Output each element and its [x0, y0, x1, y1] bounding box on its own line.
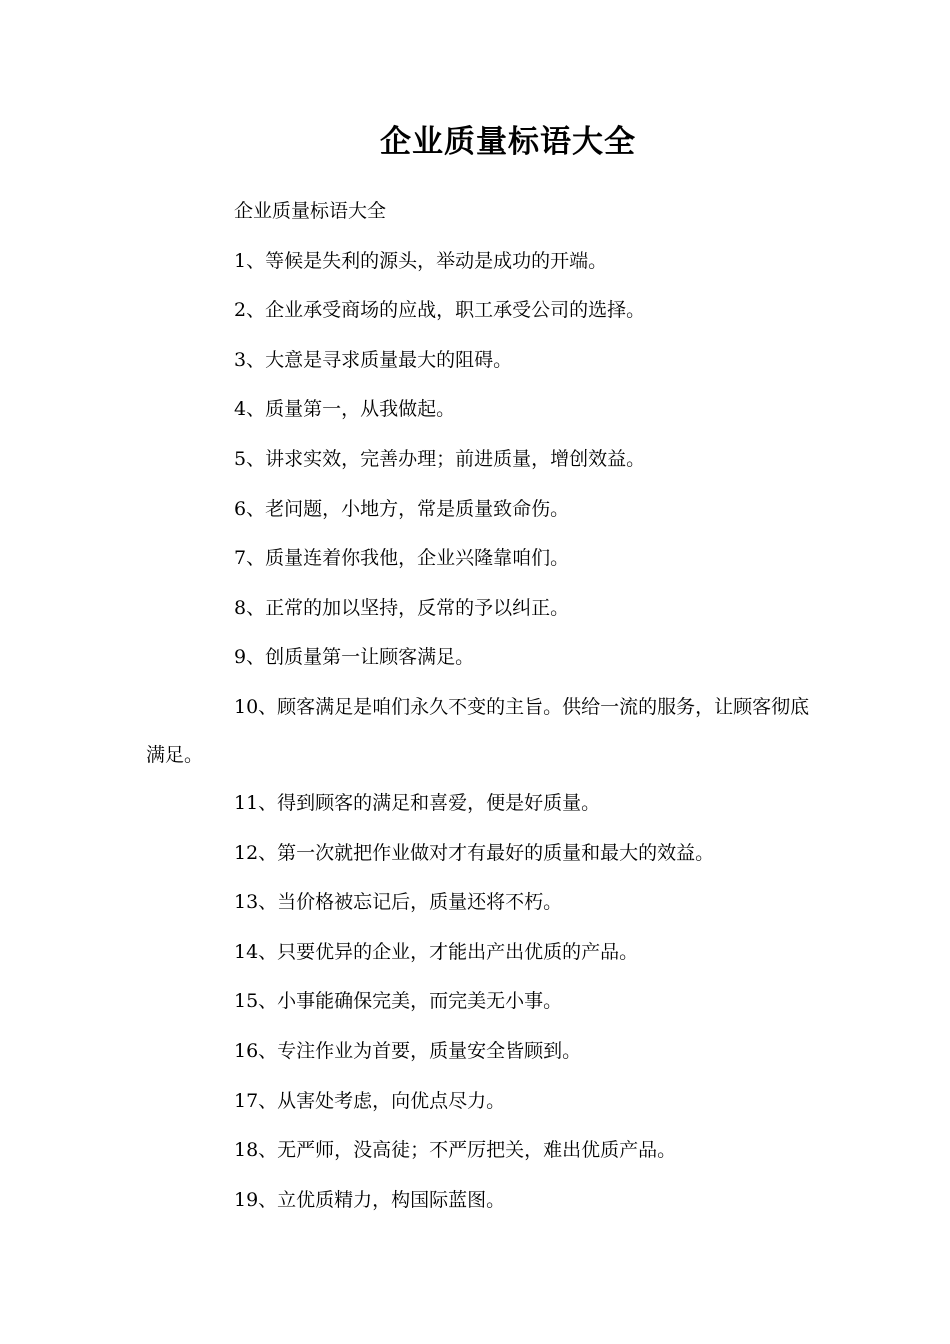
- slogan-item-17: 17、从害处考虑，向优点尽力。: [234, 1089, 506, 1112]
- slogan-item-4: 4、质量第一，从我做起。: [234, 398, 456, 421]
- body-subtitle: 企业质量标语大全: [234, 200, 387, 222]
- slogan-item-10: 10、顾客满足是咱们永久不变的主旨。供给一流的服务，让顾客彻底满足。: [146, 695, 810, 766]
- slogan-item-11: 11、得到顾客的满足和喜爱，便是好质量。: [234, 791, 601, 814]
- slogan-item-7: 7、质量连着你我他，企业兴隆靠咱们。: [234, 547, 570, 570]
- slogan-item-14: 14、只要优异的企业，才能出产出优质的产品。: [234, 940, 639, 963]
- slogan-item-1: 1、等候是失利的源头，举动是成功的开端。: [234, 249, 608, 272]
- slogan-item-8: 8、正常的加以坚持，反常的予以纠正。: [234, 596, 570, 619]
- document-body: [146, 187, 816, 1225]
- slogan-item-19: 19、立优质精力，构国际蓝图。: [234, 1188, 506, 1211]
- slogan-item-12: 12、第一次就把作业做对才有最好的质量和最大的效益。: [234, 841, 715, 864]
- slogan-item-2: 2、企业承受商场的应战，职工承受公司的选择。: [234, 299, 646, 322]
- slogan-item-6: 6、老问题，小地方，常是质量致命伤。: [234, 497, 570, 520]
- slogan-item-15: 15、小事能确保完美，而完美无小事。: [234, 990, 563, 1013]
- slogan-item-5: 5、讲求实效，完善办理；前进质量，增创效益。: [234, 447, 646, 470]
- slogan-item-3: 3、大意是寻求质量最大的阻碍。: [234, 348, 513, 371]
- slogan-item-16: 16、专注作业为首要，质量安全皆顾到。: [234, 1039, 582, 1062]
- slogan-item-9: 9、创质量第一让顾客满足。: [234, 646, 475, 669]
- document-title: 企业质量标语大全: [380, 124, 636, 160]
- slogan-item-13: 13、当价格被忘记后，质量还将不朽。: [234, 891, 563, 914]
- slogan-item-18: 18、无严师，没高徒；不严厉把关，难出优质产品。: [234, 1139, 677, 1162]
